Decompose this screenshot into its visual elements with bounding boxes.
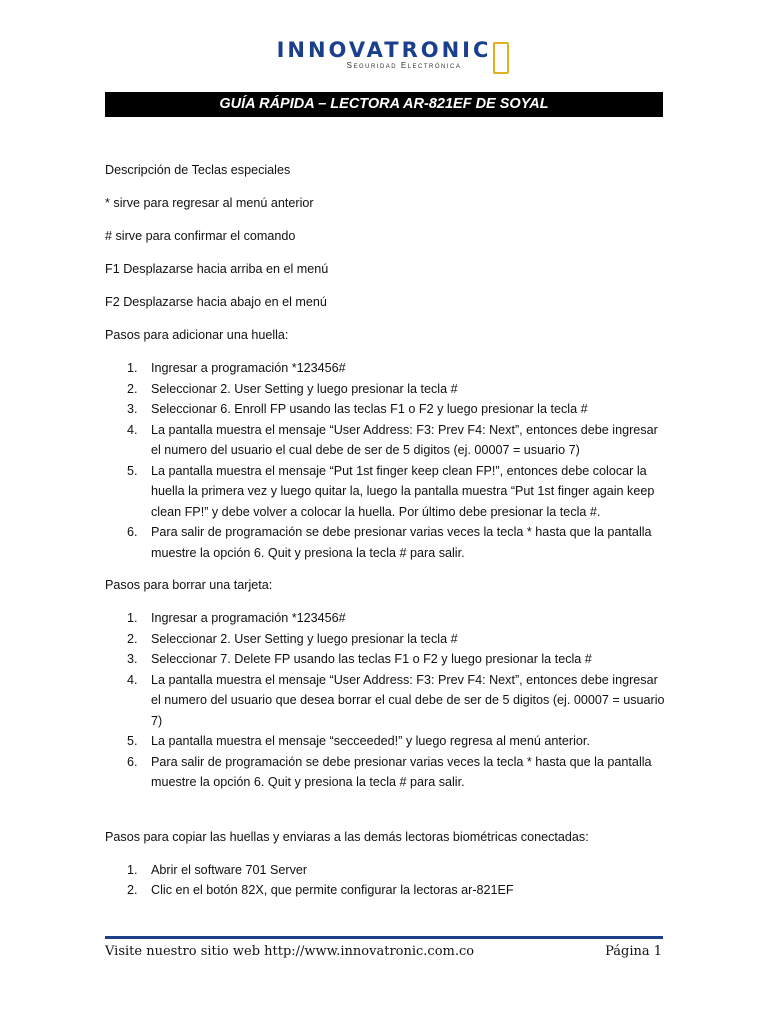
step-item: 2. Seleccionar 2. User Setting y luego presionar la tecla # <box>127 631 458 646</box>
step-item: 4. La pantalla muestra el mensaje “User Address: F3: Prev F4: Next”, entonces debe ingresar el numero del usuario el cual debe de ser de 5 digitos (ej. 00007 = usuario 7) <box>127 422 658 457</box>
add-fingerprint-heading: Pasos para adicionar una huella: <box>105 328 289 342</box>
delete-card-steps <box>105 608 665 793</box>
keys-heading: Descripción de Teclas especiales <box>105 163 291 177</box>
step-item: 1. Ingresar a programación *123456# <box>127 611 346 625</box>
document-title: GUÍA RÁPIDA – LECTORA AR-821EF DE SOYAL <box>105 92 663 117</box>
step-item: 5. La pantalla muestra el mensaje “secceeded!” y luego regresa al menú anterior. <box>127 734 590 748</box>
footer-website: Visite nuestro sitio web http://www.innovatronic.com.co <box>105 944 475 959</box>
step-item: 3. Seleccionar 7. Delete FP usando las teclas F1 o F2 y luego presionar la tecla # <box>127 652 592 666</box>
step-item: 1. Ingresar a programación *123456# <box>127 361 346 375</box>
copy-fingerprints-steps <box>105 860 665 901</box>
footer-divider <box>105 936 663 939</box>
key-item: F2 Desplazarse hacia abajo en el menú <box>105 295 327 309</box>
step-item: 6. Para salir de programación se debe presionar varias veces la tecla * hasta que la pantalla muestre la opción 6. Quit y presiona la tecla # para salir. <box>127 525 652 560</box>
step-item: 2. Clic en el botón 82X, que permite configurar la lectoras ar-821EF <box>127 883 514 897</box>
logo-subtitle: Seguridad Electrónica <box>346 61 462 70</box>
key-item: # sirve para confirmar el comando <box>105 229 296 243</box>
step-item: 2. Seleccionar 2. User Setting y luego presionar la tecla # <box>127 381 458 396</box>
step-item: 6. Para salir de programación se debe presionar varias veces la tecla * hasta que la pantalla muestre la opción 6. Quit y presiona la tecla # para salir. <box>127 754 652 789</box>
step-item: 1. Abrir el software 701 Server <box>127 862 308 877</box>
delete-card-heading: Pasos para borrar una tarjeta: <box>105 578 273 592</box>
step-item: 4. La pantalla muestra el mensaje “User Address: F3: Prev F4: Next”, entonces debe ingresar el numero del usuario que desea borrar el cual debe de ser de 5 digitos (ej. 00007 = usuario 7) <box>127 672 665 728</box>
logo-mark-icon <box>493 42 509 74</box>
copy-fingerprints-heading: Pasos para copiar las huellas y enviaras a las demás lectoras biométricas conectadas: <box>105 829 589 844</box>
key-item: F1 Desplazarse hacia arriba en el menú <box>105 262 329 276</box>
company-logo <box>0 38 768 70</box>
page-number: Página 1 <box>605 944 662 959</box>
key-item: * sirve para regresar al menú anterior <box>105 196 314 210</box>
add-fingerprint-steps <box>105 358 665 563</box>
document-body <box>105 160 665 913</box>
logo-wordmark: INNOVATRONIC <box>277 38 492 62</box>
step-item: 3. Seleccionar 6. Enroll FP usando las teclas F1 o F2 y luego presionar la tecla # <box>127 402 588 416</box>
step-item: 5. La pantalla muestra el mensaje “Put 1st finger keep clean FP!”, entonces debe colocar la huella la primera vez y luego quitar la, luego la pantalla muestra “Put 1st finger again keep clean FP!” y debe volver a colocar la huella. Por último debe presionar la tecla #. <box>127 463 655 519</box>
